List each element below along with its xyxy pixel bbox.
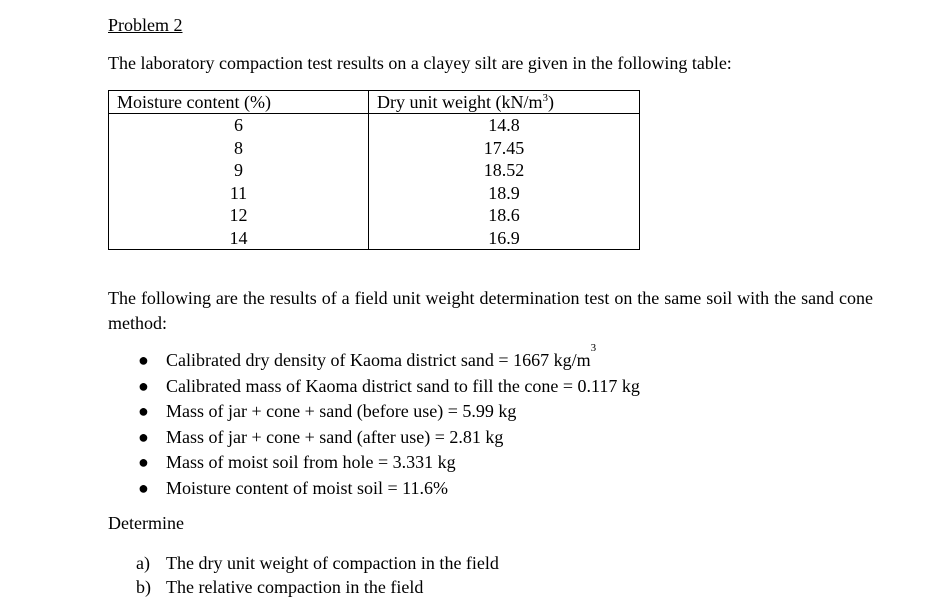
list-item-text: Mass of jar + cone + sand (before use) = 5.99 kg [166,401,517,421]
list-item-exponent: 3 [590,342,597,354]
list-item [138,342,640,374]
moisture-cell: 12 [109,204,369,227]
header-moisture-content: Moisture content (%) [109,91,369,114]
table-row [109,137,640,160]
list-item [138,399,640,425]
moisture-cell: 6 [109,114,369,137]
dry-unit-weight-cell: 18.9 [369,182,640,205]
header-unit-exponent: 3 [542,92,548,104]
list-item [138,476,640,502]
table-header-row [109,91,640,114]
bullet-icon: ● [138,401,149,421]
list-item-text: Calibrated mass of Kaoma district sand to fill the cone = 0.117 kg [166,375,640,396]
question-label: a) [136,553,150,573]
list-item-text: Mass of moist soil from hole = 3.331 kg [166,452,456,472]
header-dry-unit-weight-text: Dry unit weight (kN/m [377,92,543,112]
table-row [109,182,640,205]
question-item [136,575,499,599]
dry-unit-weight-cell: 17.45 [369,137,640,160]
list-item [138,450,640,476]
list-item-text: Calibrated dry density of Kaoma district sand = 1667 kg/m [166,350,591,370]
bullet-icon: ● [138,350,149,370]
dry-unit-weight-cell: 16.9 [369,227,640,250]
field-data-list [138,342,640,501]
table-row [109,204,640,227]
determine-heading: Determine [108,513,184,533]
intro-text: The laboratory compaction test results on a clayey silt are given in the following table: [108,53,732,73]
moisture-cell: 11 [109,182,369,205]
question-text: The dry unit weight of compaction in the field [166,553,499,573]
moisture-cell: 8 [109,137,369,160]
moisture-cell: 14 [109,227,369,250]
field-test-intro: The following are the results of a field unit weight determination test on the same soil with the sand cone method: [108,288,873,333]
questions-list [136,551,499,599]
table-row [109,114,640,137]
table-row [109,227,640,250]
dry-unit-weight-cell: 14.8 [369,114,640,137]
bullet-icon: ● [138,452,149,472]
dry-unit-weight-cell: 18.6 [369,204,640,227]
moisture-cell: 9 [109,159,369,182]
list-item [138,374,640,400]
bullet-icon: ● [138,426,149,447]
problem-title: Problem 2 [108,15,183,35]
list-item [138,425,640,451]
table-row [109,159,640,182]
compaction-table [108,90,640,250]
bullet-icon: ● [138,477,149,498]
question-text: The relative compaction in the field [166,577,424,597]
bullet-icon: ● [138,375,149,396]
list-item-text: Moisture content of moist soil = 11.6% [166,477,448,498]
dry-unit-weight-cell: 18.52 [369,159,640,182]
header-dry-unit-weight [369,91,640,114]
question-label: b) [136,577,151,597]
question-item [136,551,499,575]
list-item-text: Mass of jar + cone + sand (after use) = 2.81 kg [166,426,504,447]
header-close-paren: ) [547,92,554,112]
